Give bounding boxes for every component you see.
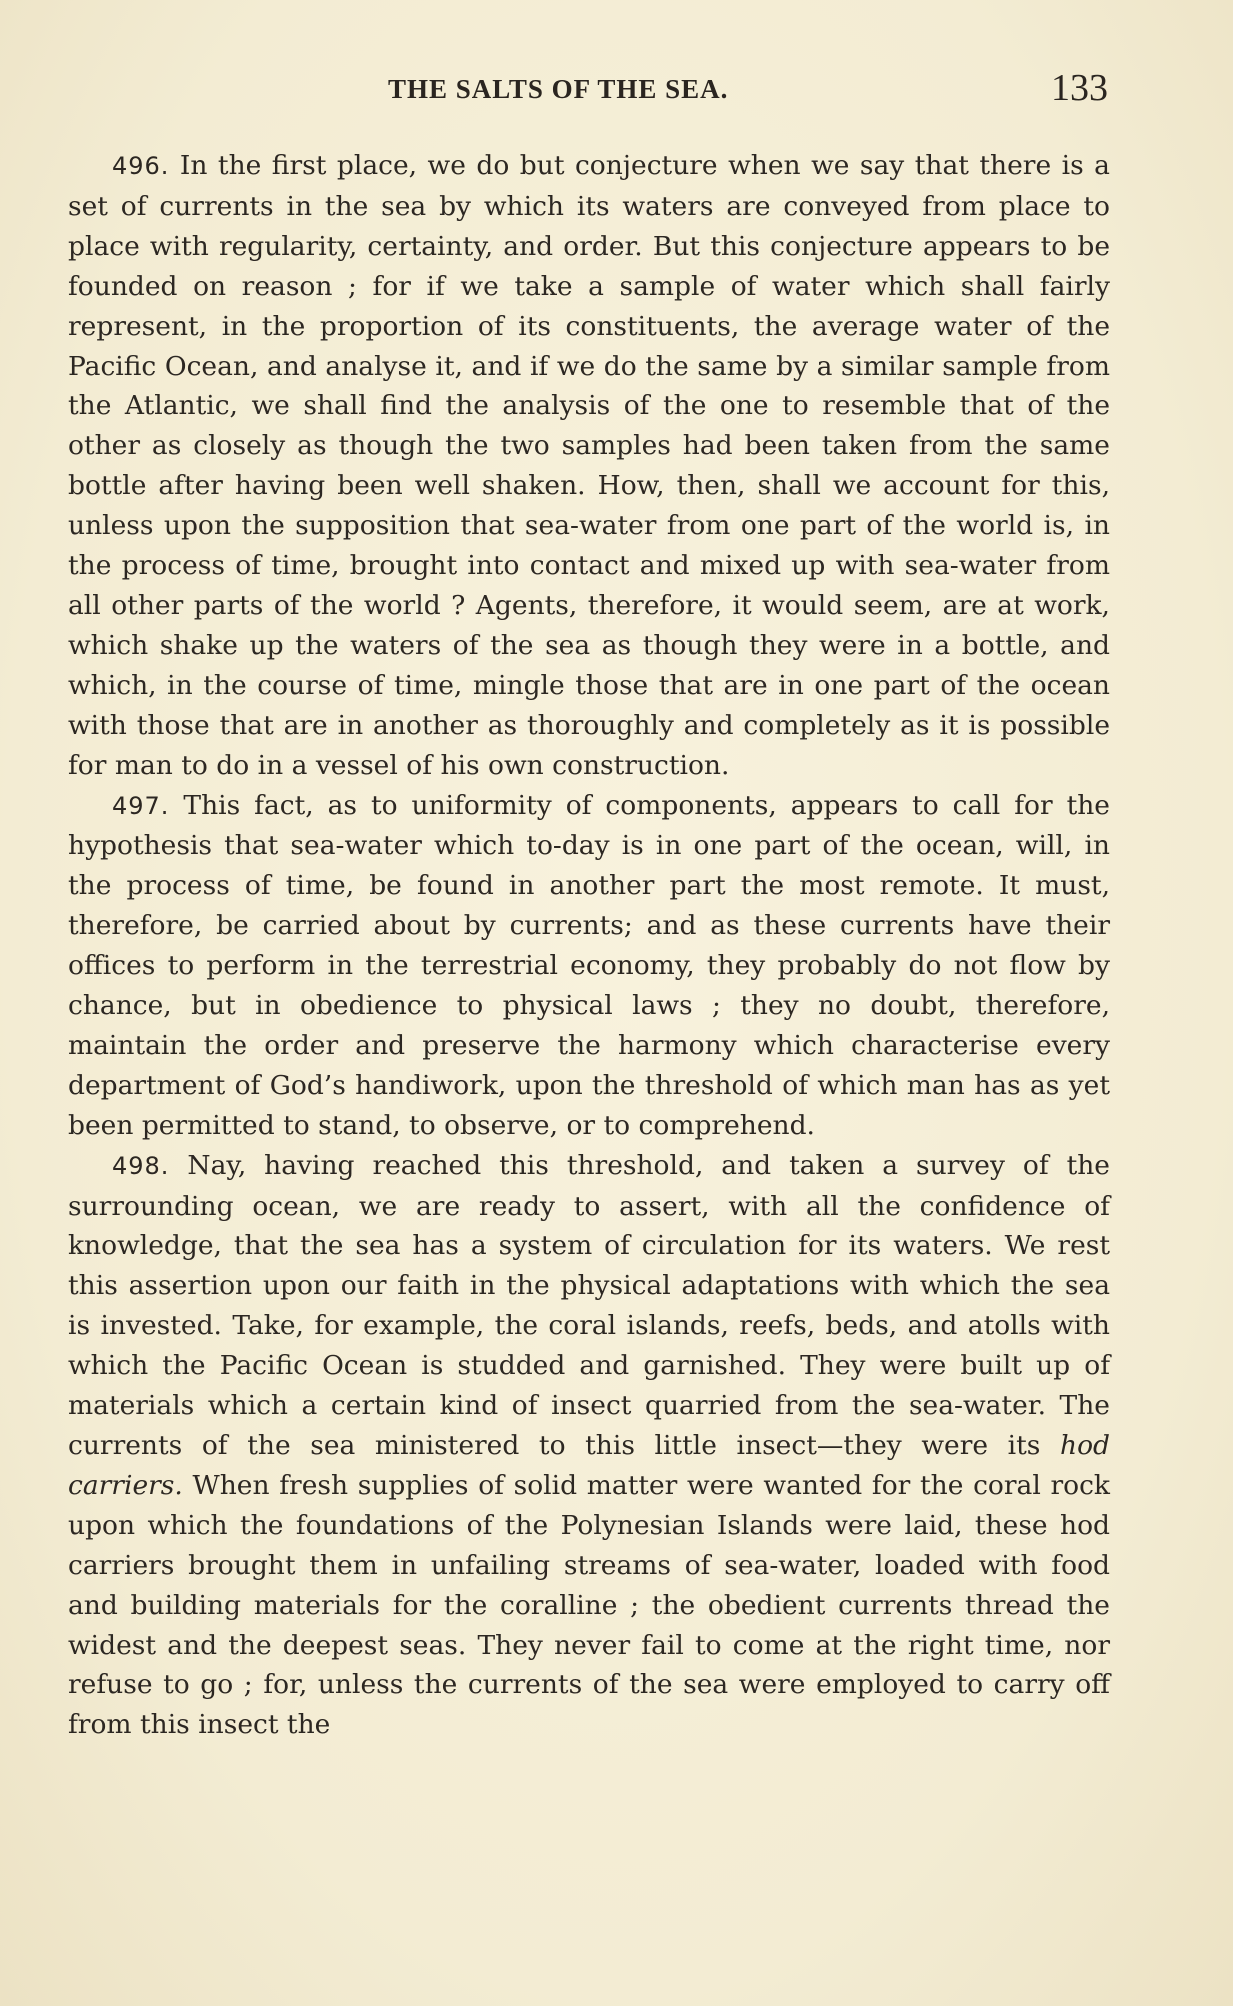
paragraph-498 bbox=[68, 1146, 1110, 1746]
running-title: THE SALTS OF THE SEA. bbox=[388, 74, 729, 104]
paragraph-number: 498. bbox=[112, 1151, 170, 1180]
paragraph-497 bbox=[68, 786, 1110, 1146]
paragraph-text-continued: When fresh supplies of solid matter were wanted for the coral rock upon which the foundations of the Polynesian Islands were laid, these hod carriers brought them in unfailing streams of sea-water, loaded with food and building materials for the coralline ; the obedient currents thread the widest and the deepest seas. They never fail to come at the right time, nor refuse to go ; for, unless the currents of the sea were employed to carry off from this insect the bbox=[68, 1469, 1110, 1741]
italic-phrase: hod carriers. bbox=[68, 1430, 1110, 1501]
paragraph-496 bbox=[68, 146, 1110, 786]
paragraph-text: Nay, having reached this threshold, and taken a survey of the surrounding ocean, we are ready to assert, with all the confidence of knowledge, that the sea has a system of circulation for its waters. We rest this assertion upon our faith in the physical adaptations with which the sea is invested. Take, for example, the coral islands, reefs, beds, and atolls with which the Pacific Ocean is studded and garnished. They were built up of materials which a certain kind of insect quarried from the sea-water. The currents of the sea ministered to this little insect—they were its bbox=[68, 1149, 1110, 1461]
paragraph-number: 497. bbox=[112, 791, 170, 820]
page-header bbox=[68, 66, 1108, 116]
paragraph-text: This fact, as to uniformity of components, appears to call for the hypothesis that sea-water which to-day is in one part of the ocean, will, in the process of time, be found in another part the most remote. It must, therefore, be carried about by currents; and as these currents have their offices to perform in the terrestrial economy, they probably do not flow by chance, but in obedience to physical laws ; they no doubt, therefore, maintain the order and preserve the harmony which characterise every department of God’s handiwork, upon the threshold of which man has as yet been permitted to stand, to observe, or to comprehend. bbox=[68, 789, 1110, 1141]
body-text bbox=[68, 146, 1110, 1745]
page-number: 133 bbox=[1051, 67, 1108, 109]
paragraph-text: In the first place, we do but conjecture when we say that there is a set of currents in the sea by which its waters are conveyed from place to place with regularity, certainty, and order. But this conjecture appears to be founded on reason ; for if we take a sample of water which shall fairly represent, in the proportion of its constituents, the average water of the Pacific Ocean, and analyse it, and if we do the same by a similar sample from the Atlantic, we shall find the analysis of the one to resemble that of the other as closely as though the two samples had been taken from the same bottle after having been well shaken. How, then, shall we account for this, unless upon the supposition that sea-water from one part of the world is, in the process of time, brought into contact and mixed up with sea-water from all other parts of the world ? Agents, therefore, it would seem, are at work, which shake up the waters of the sea as though they were in a bottle, and which, in the course of time, mingle those that are in one part of the ocean with those that are in another as thoroughly and completely as it is possible for man to do in a vessel of his own construction. bbox=[68, 150, 1110, 781]
paragraph-number: 496. bbox=[112, 152, 170, 180]
